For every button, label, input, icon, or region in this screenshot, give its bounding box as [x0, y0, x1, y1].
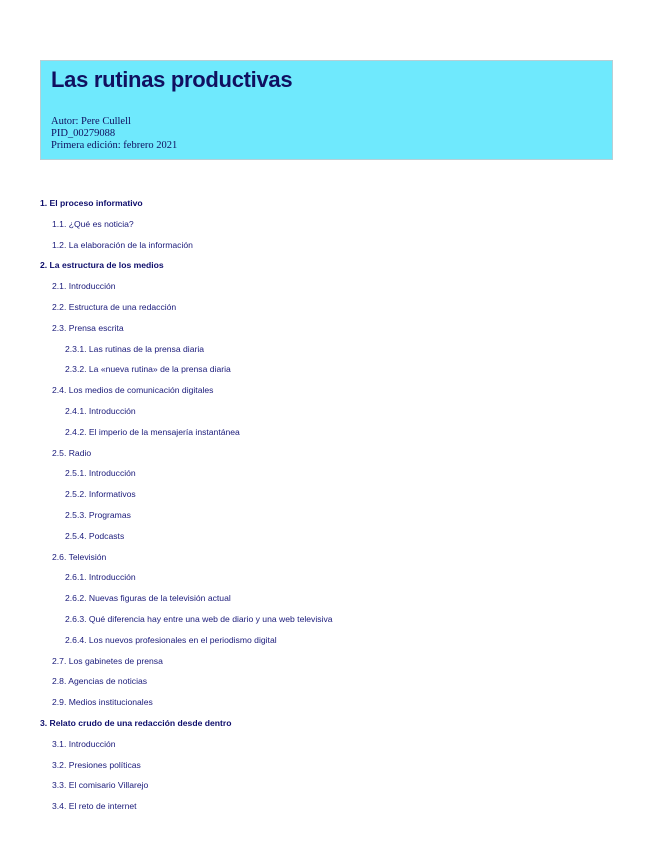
document-metadata	[51, 116, 177, 152]
toc-entry[interactable]: 2.4.1. Introducción	[65, 406, 136, 416]
toc-entry[interactable]: 2.3.2. La «nueva rutina» de la prensa diaria	[65, 364, 231, 375]
pid-line: PID_00279088	[51, 128, 116, 139]
toc-entry[interactable]: 3.4. El reto de internet	[52, 801, 137, 812]
toc-entry[interactable]: 3.1. Introducción	[52, 738, 116, 749]
toc-entry[interactable]: 1.1. ¿Qué es noticia?	[52, 218, 134, 229]
toc-entry[interactable]: 2.4.2. El imperio de la mensajería instantánea	[65, 426, 240, 437]
toc-entry[interactable]: 2.6. Televisión	[52, 551, 107, 562]
document-header	[40, 60, 613, 160]
toc-entry[interactable]: 2.7. Los gabinetes de prensa	[52, 655, 163, 666]
toc-entry[interactable]: 3.2. Presiones políticas	[52, 759, 141, 770]
toc-entry[interactable]: 2. La estructura de los medios	[40, 260, 164, 271]
toc-entry[interactable]: 2.8. Agencias de noticias	[52, 676, 148, 687]
toc-entry[interactable]: 1.2. La elaboración de la información	[52, 239, 193, 250]
toc-entry[interactable]: 2.5.4. Podcasts	[65, 530, 125, 541]
toc-entry[interactable]: 3.3. El comisario Villarejo	[52, 780, 149, 791]
toc-entry[interactable]: 2.3.1. Las rutinas de la prensa diaria	[65, 343, 205, 354]
toc-entry[interactable]: 2.5. Radio	[52, 447, 92, 458]
toc-entry[interactable]: 2.6.1. Introducción	[65, 572, 136, 583]
author-line: Autor: Pere Cullell	[51, 116, 131, 127]
edition-line: Primera edición: febrero 2021	[51, 140, 178, 151]
toc-entry[interactable]: 2.5.2. Informativos	[65, 489, 136, 500]
toc-entry[interactable]: 2.6.4. Los nuevos profesionales en el periodismo digital	[65, 634, 277, 645]
toc-entry[interactable]: 2.2. Estructura de una redacción	[52, 302, 177, 312]
document-title: Las rutinas productivas	[51, 67, 293, 92]
toc-entry[interactable]: 2.9. Medios institucionales	[52, 697, 153, 708]
toc-entry[interactable]: 2.5.3. Programas	[65, 510, 131, 520]
toc-entry[interactable]: 1. El proceso informativo	[40, 198, 143, 208]
toc-entry[interactable]: 2.6.2. Nuevas figuras de la televisión actual	[65, 593, 231, 604]
toc-entry[interactable]: 2.6.3. Qué diferencia hay entre una web de diario y una web televisiva	[65, 614, 333, 624]
toc-entry[interactable]: 2.5.1. Introducción	[65, 468, 136, 479]
toc-entry[interactable]: 2.3. Prensa escrita	[52, 322, 124, 333]
toc-entry[interactable]: 2.4. Los medios de comunicación digitales	[52, 385, 214, 396]
toc-entry[interactable]: 3. Relato crudo de una redacción desde dentro	[40, 718, 232, 728]
toc-entry[interactable]: 2.1. Introducción	[52, 281, 116, 292]
